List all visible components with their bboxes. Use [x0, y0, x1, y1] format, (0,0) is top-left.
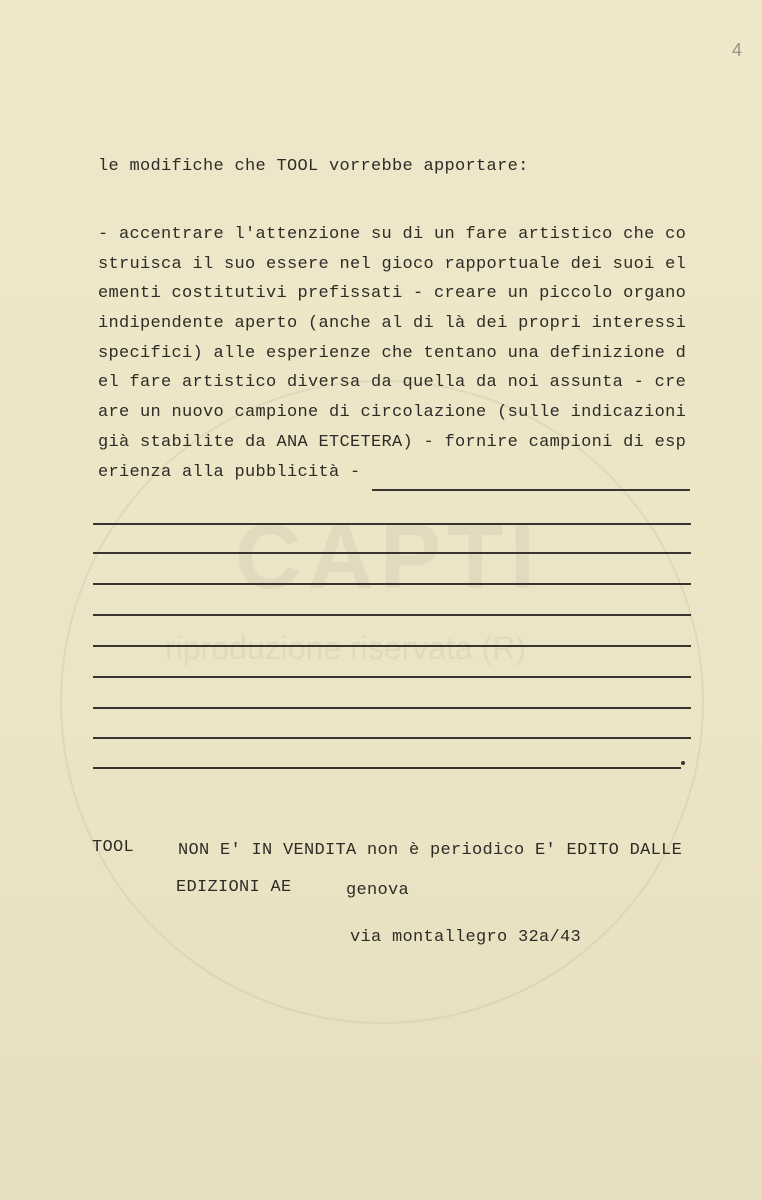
page-number: 4: [732, 40, 743, 60]
footer-address: via montallegro 32a/43: [350, 928, 582, 947]
body-line: struisca il suo essere nel gioco rapportuale dei suoi el: [98, 254, 687, 274]
footer-publisher: EDIZIONI AE: [176, 878, 292, 897]
footer-tool-label: TOOL: [92, 838, 135, 857]
body-paragraph: [98, 220, 698, 487]
intro-line: le modifiche che TOOL vorrebbe apportare:: [98, 157, 529, 176]
body-line: are un nuovo campione di circolazione (sulle indicazioni: [98, 403, 687, 423]
blank-ruled-line: [93, 583, 691, 585]
blank-ruled-line: [93, 645, 691, 647]
body-line: indipendente aperto (anche al di là dei propri interessi: [98, 314, 687, 334]
body-line: ementi costitutivi prefissati - creare un piccolo organo: [98, 284, 687, 304]
body-line: - accentrare l'attenzione su di un fare artistico che co: [98, 225, 687, 244]
watermark-logo: CAPTI: [235, 506, 541, 608]
blank-ruled-line: [93, 707, 691, 709]
blank-fill-line: [372, 489, 690, 491]
period-mark: [681, 761, 685, 765]
blank-ruled-line: [93, 552, 691, 554]
blank-ruled-line: [93, 614, 691, 616]
body-line: el fare artistico diversa da quella da noi assunta - cre: [98, 373, 687, 393]
body-line: già stabilite da ANA ETCETERA) - fornire campioni di esp: [98, 432, 687, 452]
blank-ruled-line: [93, 523, 691, 525]
body-line: erienza alla pubblicità -: [98, 462, 361, 482]
footer-city: genova: [346, 881, 410, 900]
body-line: specifici) alle esperienze che tentano una definizione d: [98, 343, 687, 363]
blank-ruled-line: [93, 767, 681, 769]
blank-ruled-line: [93, 737, 691, 739]
blank-ruled-line: [93, 676, 691, 678]
footer-publication-notice: NON E' IN VENDITA non è periodico E' EDITO DALLE: [178, 841, 683, 860]
watermark-notice: riproduzione riservata (R): [165, 630, 527, 666]
